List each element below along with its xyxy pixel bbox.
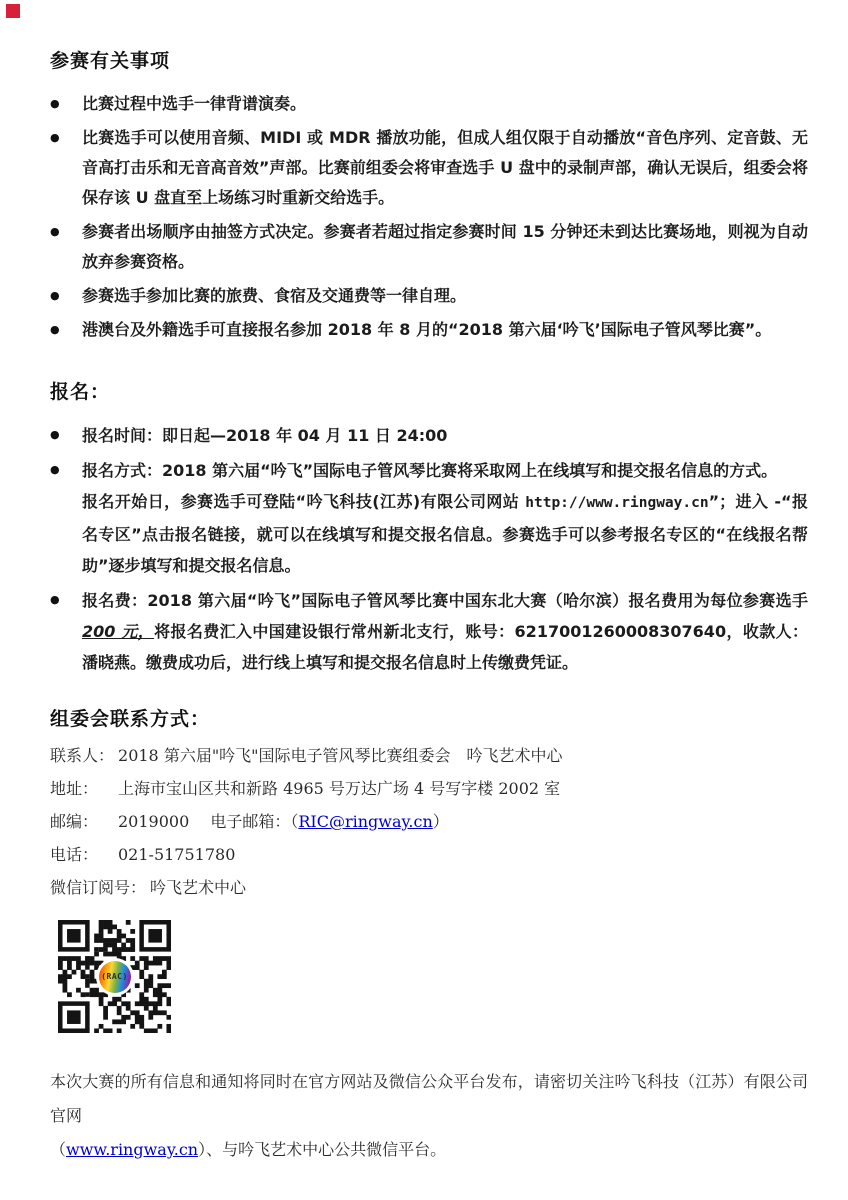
contact-value (118, 811, 808, 832)
contact-value (118, 745, 808, 766)
document-content (50, 46, 808, 1167)
qr-code (58, 920, 171, 1033)
section-title-signup: 报名： (50, 381, 111, 403)
text-segment: 点击报名链接，就可以在线填写和提交报名信息。参赛选手可以参考报名专区的“在线报名帮助”逐步填写和提交报名信息。 (82, 525, 808, 575)
contact-value (118, 778, 808, 799)
bullet-icon: ● (50, 323, 60, 336)
section-title-contact: 组委会联系方式： (50, 708, 211, 730)
text-segment: -“报名专区” (82, 492, 808, 544)
list-item (50, 89, 808, 119)
signup-list (50, 420, 808, 678)
contact-label: 联系人： (50, 746, 115, 765)
text-segment: 将报名费汇入中国建设银行常州新北支行，账号：6217001260008307640，收款人：潘晓燕。缴费成功后，进行线上填写和提交报名信息时上传缴费凭证。 (82, 622, 808, 672)
contact-value (118, 844, 808, 865)
signup-method-text: 报名方式：2018 第六届“吟飞”国际电子管风琴比赛将采取网上在线填写和提交报名信息的方式。 (82, 461, 778, 480)
corner-red-mark (6, 4, 20, 18)
list-item (50, 315, 808, 345)
contact-row (50, 811, 808, 832)
contact-label: 电话： (50, 845, 99, 864)
list-item-text: 港澳台及外籍选手可直接报名参加 2018 年 8 月的“2018 第六届‘吟飞’国际电子管风琴比赛”。 (82, 320, 772, 339)
text-segment: ）、与吟飞艺术中心公共微信平台。 (198, 1140, 447, 1159)
qr-logo-text: (RAC) (101, 972, 128, 981)
list-item (50, 123, 808, 213)
bullet-icon: ● (50, 225, 60, 238)
bullet-icon: ● (50, 289, 60, 302)
contact-row (50, 778, 808, 799)
signup-method-block (82, 455, 808, 581)
section-title-events: 参赛有关事项 (50, 50, 171, 72)
list-item-text: 比赛过程中选手一律背谱演奏。 (82, 94, 307, 113)
text-segment: 报名费：2018 第六届“吟飞”国际电子管风琴比赛中国东北大赛（哈尔滨）报名费用为每位参赛选手 (82, 591, 808, 610)
text-segment: ） (432, 812, 449, 831)
list-item (50, 420, 808, 451)
text-segment: 200 元， (82, 622, 155, 641)
text-segment: 021-51751780 (118, 845, 236, 864)
qr-rainbow-disc (99, 961, 131, 993)
list-item (50, 217, 808, 277)
inline-link[interactable]: RIC@ringway.cn (298, 812, 433, 831)
bullet-icon: ● (50, 428, 60, 441)
text-segment: http://www.ringway.cn (525, 495, 709, 511)
text-segment: 报名开始日，参赛选手可登陆“吟飞科技(江苏)有限公司网站 (82, 492, 526, 511)
inline-link[interactable]: www.ringway.cn (66, 1140, 199, 1159)
contact-row (50, 877, 808, 898)
list-item-text: 参赛者出场顺序由抽签方式决定。参赛者若超过指定参赛时间 15 分钟还未到达比赛场地，则视为自动放弃参赛资格。 (82, 222, 808, 271)
text-segment: （ (50, 1140, 67, 1159)
list-item (50, 585, 808, 678)
text-segment: 上海市宝山区共和新路 4965 号万达广场 4 号写字楼 2002 室 (118, 779, 561, 798)
list-item-text: 比赛选手可以使用音频、MIDI 或 MDR 播放功能，但成人组仅限于自动播放“音色序列、定音鼓、无音高打击乐和无音高音效”声部。比赛前组委会将审查选手 U 盘中的录制声部，确认无误后，组委会将保存该 U 盘直至上场练习时重新交给选手。 (82, 128, 808, 207)
contact-label: 地址： (50, 779, 99, 798)
text-segment: 2019000 电子邮箱：（ (118, 812, 299, 831)
bullet-icon: ● (50, 131, 60, 144)
text-segment: 本次大赛的所有信息和通知将同时在官方网站及微信公众平台发布，请密切关注吟飞科技（江苏）有限公司官网 (50, 1072, 808, 1125)
text-segment: 2018 第六届"吟飞"国际电子管风琴比赛组委会 吟飞艺术中心 (118, 746, 563, 765)
signup-time-text: 报名时间：即日起—2018 年 04 月 11 日 24:00 (82, 426, 448, 445)
list-item (50, 455, 808, 581)
text-segment: ”；进入 (708, 492, 775, 511)
signup-fee-text (82, 585, 808, 678)
bullet-icon: ● (50, 593, 60, 606)
contact-row (50, 745, 808, 766)
qr-center-logo (96, 958, 134, 996)
text-segment: 吟飞艺术中心 (150, 878, 247, 897)
list-item (50, 281, 808, 311)
signup-method-detail (82, 486, 808, 581)
bullet-icon: ● (50, 97, 60, 110)
footer-note (50, 1065, 808, 1167)
bullet-icon: ● (50, 463, 60, 476)
contact-label: 邮编： (50, 812, 99, 831)
contact-value (150, 877, 808, 898)
contact-label: 微信订阅号： (50, 878, 147, 897)
contact-row (50, 844, 808, 865)
list-item-text: 参赛选手参加比赛的旅费、食宿及交通费等一律自理。 (82, 286, 467, 305)
events-list (50, 89, 808, 345)
